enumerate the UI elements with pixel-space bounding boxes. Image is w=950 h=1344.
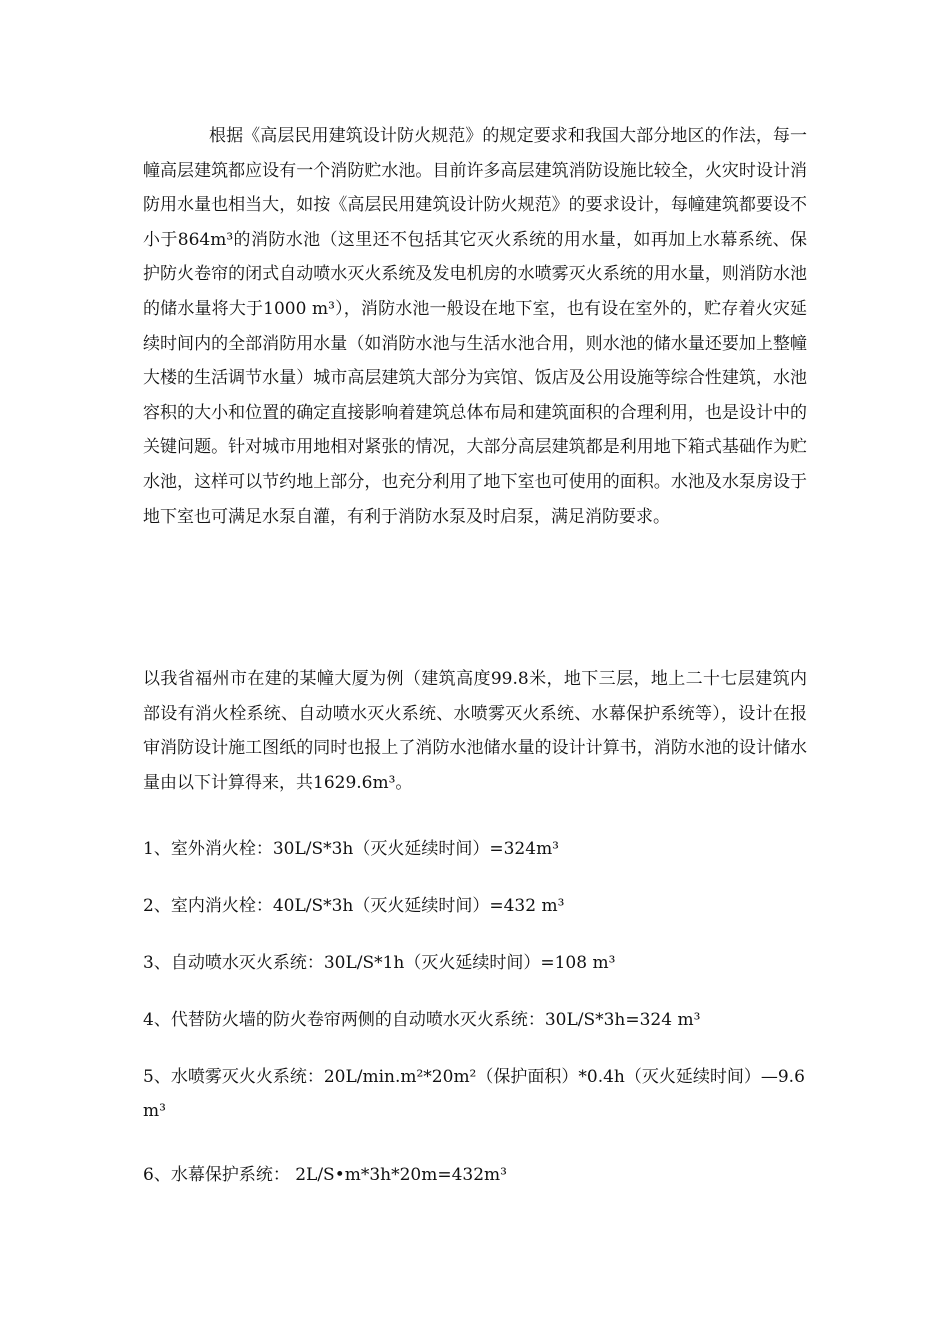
list-item: 5、水喷雾灭火火系统：20L/min.m²*20m²（保护面积）*0.4h（灭火延续时间）—9.6 m³ xyxy=(143,1067,805,1121)
example-paragraph: 以我省福州市在建的某幢大厦为例（建筑高度99.8米，地下三层，地上二十七层建筑内部设有消火栓系统、自动喷水灭火系统、水喷雾灭火系统、水幕保护系统等），设计在报审消防设计施工图纸的同时也报上了消防水池储水量的设计计算书，消防水池的设计储水量由以下计算得来，共1629.6m³。 xyxy=(143,669,807,793)
list-item: 1、室外消火栓：30L/S*3h（灭火延续时间）=324m³ xyxy=(143,839,560,859)
list-item: 6、水幕保护系统： 2L/S•m*3h*20m=432m³ xyxy=(143,1165,507,1185)
list-item: 3、自动喷水灭火系统：30L/S*1h（灭火延续时间）=108 m³ xyxy=(143,953,616,973)
list-item: 2、室内消火栓：40L/S*3h（灭火延续时间）=432 m³ xyxy=(143,896,565,916)
intro-paragraph: 根据《高层民用建筑设计防火规范》的规定要求和我国大部分地区的作法，每一幢高层建筑都应设有一个消防贮水池。目前许多高层建筑消防设施比较全，火灾时设计消防用水量也相当大，如按《高层民用建筑设计防火规范》的要求设计，每幢建筑都要设不小于864m³的消防水池（这里还不包括其它灭火系统的用水量，如再加上水幕系统、保护防火卷帘的闭式自动喷水灭火系统及发电机房的水喷雾灭火系统的用水量，则消防水池的储水量将大于1000 m³），消防水池一般设在地下室，也有设在室外的，贮存着火灾延续时间内的全部消防用水量（如消防水池与生活水池合用，则水池的储水量还要加上整幢大楼的生活调节水量）城市高层建筑大部分为宾馆、饭店及公用设施等综合性建筑，水池容积的大小和位置的确定直接影响着建筑总体布局和建筑面积的合理利用，也是设计中的关键问题。针对城市用地相对紧张的情况，大部分高层建筑都是利用地下箱式基础作为贮水池，这样可以节约地上部分，也充分利用了地下室也可使用的面积。水池及水泵房设于地下室也可满足水泵自灌，有利于消防水泵及时启泵，满足消防要求。 xyxy=(143,126,807,527)
list-item: 4、代替防火墙的防火卷帘两侧的自动喷水灭火系统：30L/S*3h=324 m³ xyxy=(143,1010,701,1030)
